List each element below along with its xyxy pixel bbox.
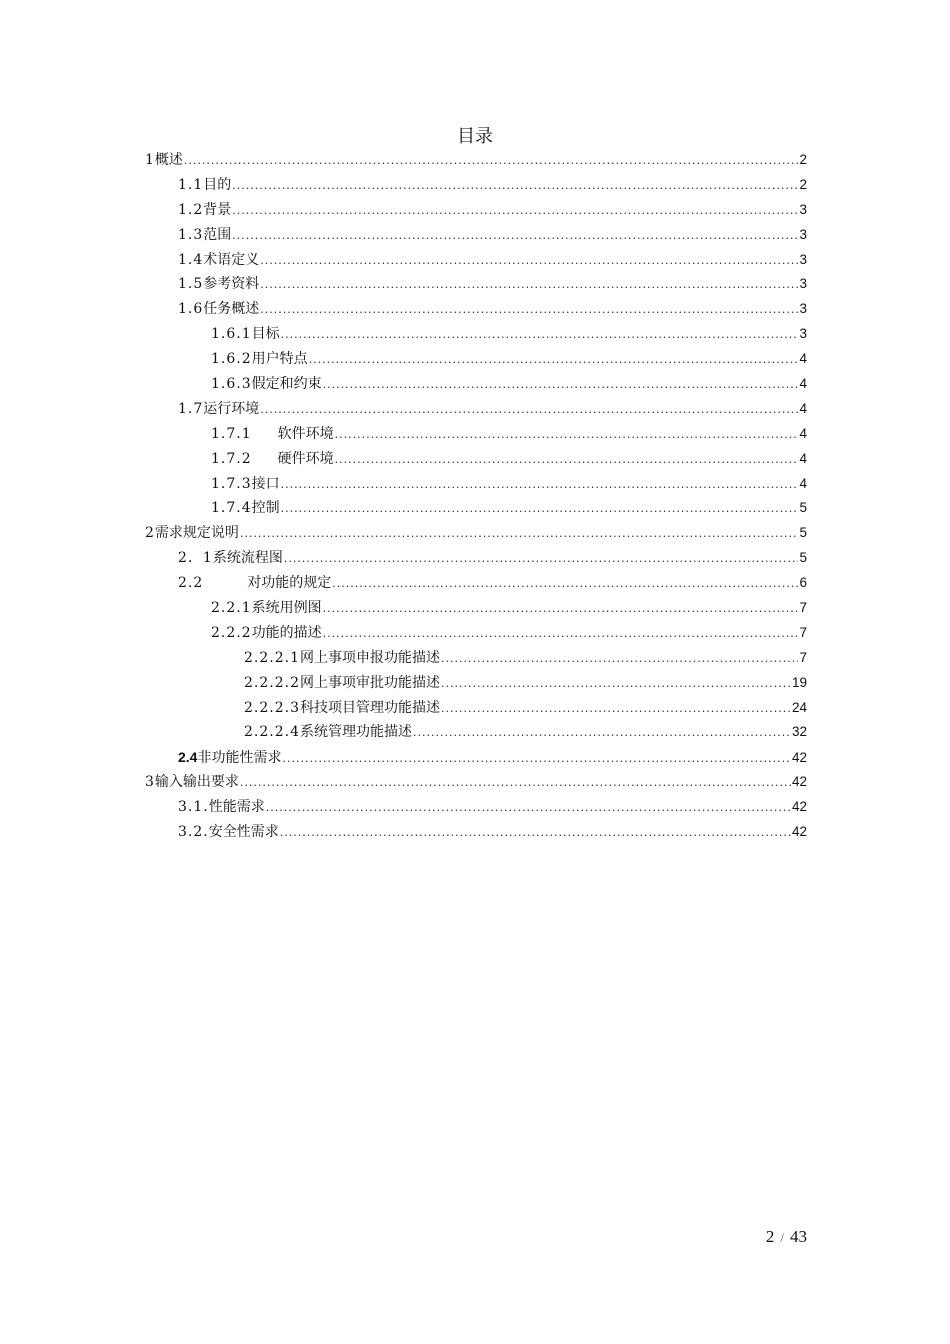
toc-entry[interactable] <box>145 496 807 521</box>
toc-entry[interactable] <box>145 671 807 696</box>
toc-entry-page: 3 <box>799 251 807 267</box>
toc-entry-page: 3 <box>799 276 807 292</box>
toc-entry-number: 1.6.2 <box>211 351 252 368</box>
toc-entry[interactable] <box>145 322 807 347</box>
toc-entry-number: 1.4 <box>178 251 204 268</box>
toc-dot-leader <box>309 348 799 373</box>
toc-dot-leader <box>332 572 798 597</box>
toc-entry-number: 2.4 <box>178 749 198 766</box>
toc-entry[interactable] <box>145 745 807 770</box>
toc-entry-label: 网上事项申报功能描述 <box>299 649 440 666</box>
toc-entry[interactable] <box>145 596 807 621</box>
toc-entry[interactable] <box>145 198 807 223</box>
toc-entry-page: 5 <box>799 550 807 566</box>
toc-entry-label: 范围 <box>203 226 232 243</box>
toc-entry-page: 4 <box>799 351 807 367</box>
toc-entry-number: 2.2 <box>178 575 204 592</box>
toc-dot-leader <box>441 647 799 672</box>
toc-entry-number: 1 <box>145 152 155 168</box>
toc-entry[interactable] <box>145 148 807 173</box>
toc-dot-leader <box>240 522 799 547</box>
toc-entry-label: 运行环境 <box>203 400 260 417</box>
toc-entry-label: 接口 <box>251 475 280 492</box>
toc-entry[interactable] <box>145 297 807 322</box>
toc-dot-leader <box>441 697 791 722</box>
table-of-contents <box>145 148 807 845</box>
page-separator: / <box>780 1230 784 1245</box>
toc-entry-page: 42 <box>791 774 807 790</box>
toc-entry-label: 用户特点 <box>251 351 308 368</box>
toc-entry-label: 网上事项审批功能描述 <box>299 674 440 691</box>
toc-entry[interactable] <box>145 272 807 297</box>
toc-entry-number: 1.3 <box>178 226 204 243</box>
toc-entry-label: 参考资料 <box>203 276 260 293</box>
toc-title: 目录 <box>457 126 493 147</box>
toc-entry-label: 科技项目管理功能描述 <box>299 699 440 716</box>
toc-dot-leader <box>232 224 798 249</box>
page-number-footer <box>700 1226 807 1249</box>
toc-entry-number: 2.2.2.2 <box>244 674 300 691</box>
toc-entry-label: 目标 <box>251 326 280 343</box>
toc-entry-label: 术语定义 <box>203 251 260 268</box>
toc-entry-label: 概述 <box>154 152 183 168</box>
toc-entry-number: 1.5 <box>178 276 204 293</box>
toc-entry-label: 系统管理功能描述 <box>299 724 412 741</box>
toc-entry-number: 3 <box>145 774 155 791</box>
toc-dot-leader <box>284 547 799 572</box>
toc-entry-page: 3 <box>799 226 807 242</box>
toc-dot-leader <box>281 497 799 522</box>
toc-dot-leader <box>441 672 791 697</box>
toc-entry-number: 2.2.2.1 <box>244 649 300 666</box>
toc-dot-leader <box>280 821 791 846</box>
toc-dot-leader <box>323 597 799 622</box>
toc-dot-leader <box>323 622 799 647</box>
toc-entry-number: 1.6.3 <box>211 376 252 393</box>
toc-entry-page: 32 <box>791 724 807 740</box>
toc-entry-label: 性能需求 <box>208 799 265 816</box>
toc-entry-label: 系统用例图 <box>251 600 322 617</box>
toc-entry-number: 1.7.1 <box>211 425 252 442</box>
toc-entry-number: 1.7.2 <box>211 450 252 467</box>
toc-entry[interactable] <box>145 696 807 721</box>
toc-entry-label: 安全性需求 <box>208 824 279 841</box>
toc-entry-number: 2.2.2.4 <box>244 724 300 741</box>
toc-dot-leader <box>260 273 798 298</box>
toc-entry[interactable] <box>145 472 807 497</box>
toc-dot-leader <box>240 771 791 796</box>
toc-dot-leader <box>281 323 799 348</box>
toc-entry-number: 3.2. <box>178 824 209 841</box>
toc-entry-page: 42 <box>791 750 807 766</box>
toc-entry-page: 7 <box>799 649 807 665</box>
toc-entry-number: 1.1 <box>178 176 204 193</box>
toc-entry-number: 1.6 <box>178 301 204 318</box>
toc-entry-number: 2 <box>145 525 155 542</box>
toc-entry-page: 19 <box>791 674 807 690</box>
total-page-count: 43 <box>790 1227 807 1246</box>
toc-entry-page: 4 <box>799 475 807 491</box>
toc-entry-number: 2.2.2.3 <box>244 699 300 716</box>
toc-entry[interactable] <box>145 770 807 795</box>
toc-entry-number: 1.2 <box>178 201 204 218</box>
toc-dot-leader <box>266 796 791 821</box>
toc-entry-page: 42 <box>791 799 807 815</box>
toc-entry-label: 任务概述 <box>203 301 260 318</box>
toc-entry[interactable] <box>145 521 807 546</box>
toc-entry-number: 1.7.3 <box>211 475 252 492</box>
toc-entry-number: 2．1 <box>178 550 213 567</box>
toc-dot-leader <box>413 721 791 746</box>
toc-entry-page: 2 <box>799 152 807 167</box>
toc-entry-label: 输入输出要求 <box>154 774 239 791</box>
toc-entry[interactable] <box>145 795 807 820</box>
toc-entry[interactable] <box>145 621 807 646</box>
toc-entry-page: 6 <box>799 575 807 591</box>
toc-dot-leader <box>184 149 799 174</box>
toc-entry-page: 5 <box>799 525 807 541</box>
toc-dot-leader <box>260 249 798 274</box>
current-page-number: 2 <box>765 1227 775 1246</box>
toc-entry-label: 非功能性需求 <box>197 750 282 767</box>
toc-entry-page: 4 <box>799 400 807 416</box>
toc-dot-leader <box>232 199 798 224</box>
toc-entry-page: 3 <box>799 326 807 342</box>
toc-entry[interactable] <box>145 248 807 273</box>
toc-dot-leader <box>260 298 798 323</box>
toc-entry[interactable] <box>145 571 807 596</box>
toc-entry-number: 1.7.4 <box>211 500 252 517</box>
toc-entry-number: 1.6.1 <box>211 326 252 343</box>
toc-dot-leader <box>281 473 799 498</box>
toc-dot-leader <box>323 373 799 398</box>
toc-entry-number: 1.7 <box>178 400 204 417</box>
toc-entry[interactable] <box>145 646 807 671</box>
toc-entry-label: 硬件环境 <box>277 450 334 467</box>
toc-entry-label: 控制 <box>251 500 280 517</box>
toc-entry[interactable] <box>145 447 807 472</box>
toc-entry-page: 7 <box>799 600 807 616</box>
toc-entry[interactable] <box>145 347 807 372</box>
toc-dot-leader <box>260 398 798 423</box>
toc-entry[interactable] <box>145 820 807 845</box>
toc-entry-page: 7 <box>799 624 807 640</box>
toc-entry-page: 42 <box>791 824 807 840</box>
toc-entry[interactable] <box>145 422 807 447</box>
toc-entry-label: 目的 <box>203 176 232 193</box>
toc-entry[interactable] <box>145 397 807 422</box>
toc-entry-page: 5 <box>799 500 807 516</box>
toc-entry-label: 对功能的规定 <box>247 575 332 592</box>
toc-entry-page: 4 <box>799 376 807 392</box>
toc-dot-leader <box>282 747 791 772</box>
toc-entry-page: 24 <box>791 699 807 715</box>
toc-entry-label: 背景 <box>203 201 232 218</box>
toc-entry[interactable] <box>145 173 807 198</box>
toc-entry[interactable] <box>145 546 807 571</box>
toc-entry[interactable] <box>145 223 807 248</box>
toc-entry-page: 3 <box>799 301 807 317</box>
toc-entry[interactable] <box>145 720 807 745</box>
toc-entry-label: 功能的描述 <box>251 624 322 641</box>
toc-entry-number: 2.2.2 <box>211 624 252 641</box>
toc-dot-leader <box>335 448 799 473</box>
toc-entry-number: 2.2.1 <box>211 600 252 617</box>
toc-dot-leader <box>335 423 799 448</box>
toc-entry-page: 4 <box>799 450 807 466</box>
toc-entry-label: 软件环境 <box>277 425 334 442</box>
toc-dot-leader <box>232 174 798 199</box>
toc-entry[interactable] <box>145 372 807 397</box>
toc-entry-number: 3.1. <box>178 799 209 816</box>
toc-entry-page: 3 <box>799 201 807 217</box>
toc-entry-label: 系统流程图 <box>212 550 283 567</box>
toc-entry-page: 4 <box>799 425 807 441</box>
toc-entry-label: 需求规定说明 <box>154 525 239 542</box>
toc-entry-label: 假定和约束 <box>251 376 322 393</box>
toc-entry-page: 2 <box>799 176 807 192</box>
